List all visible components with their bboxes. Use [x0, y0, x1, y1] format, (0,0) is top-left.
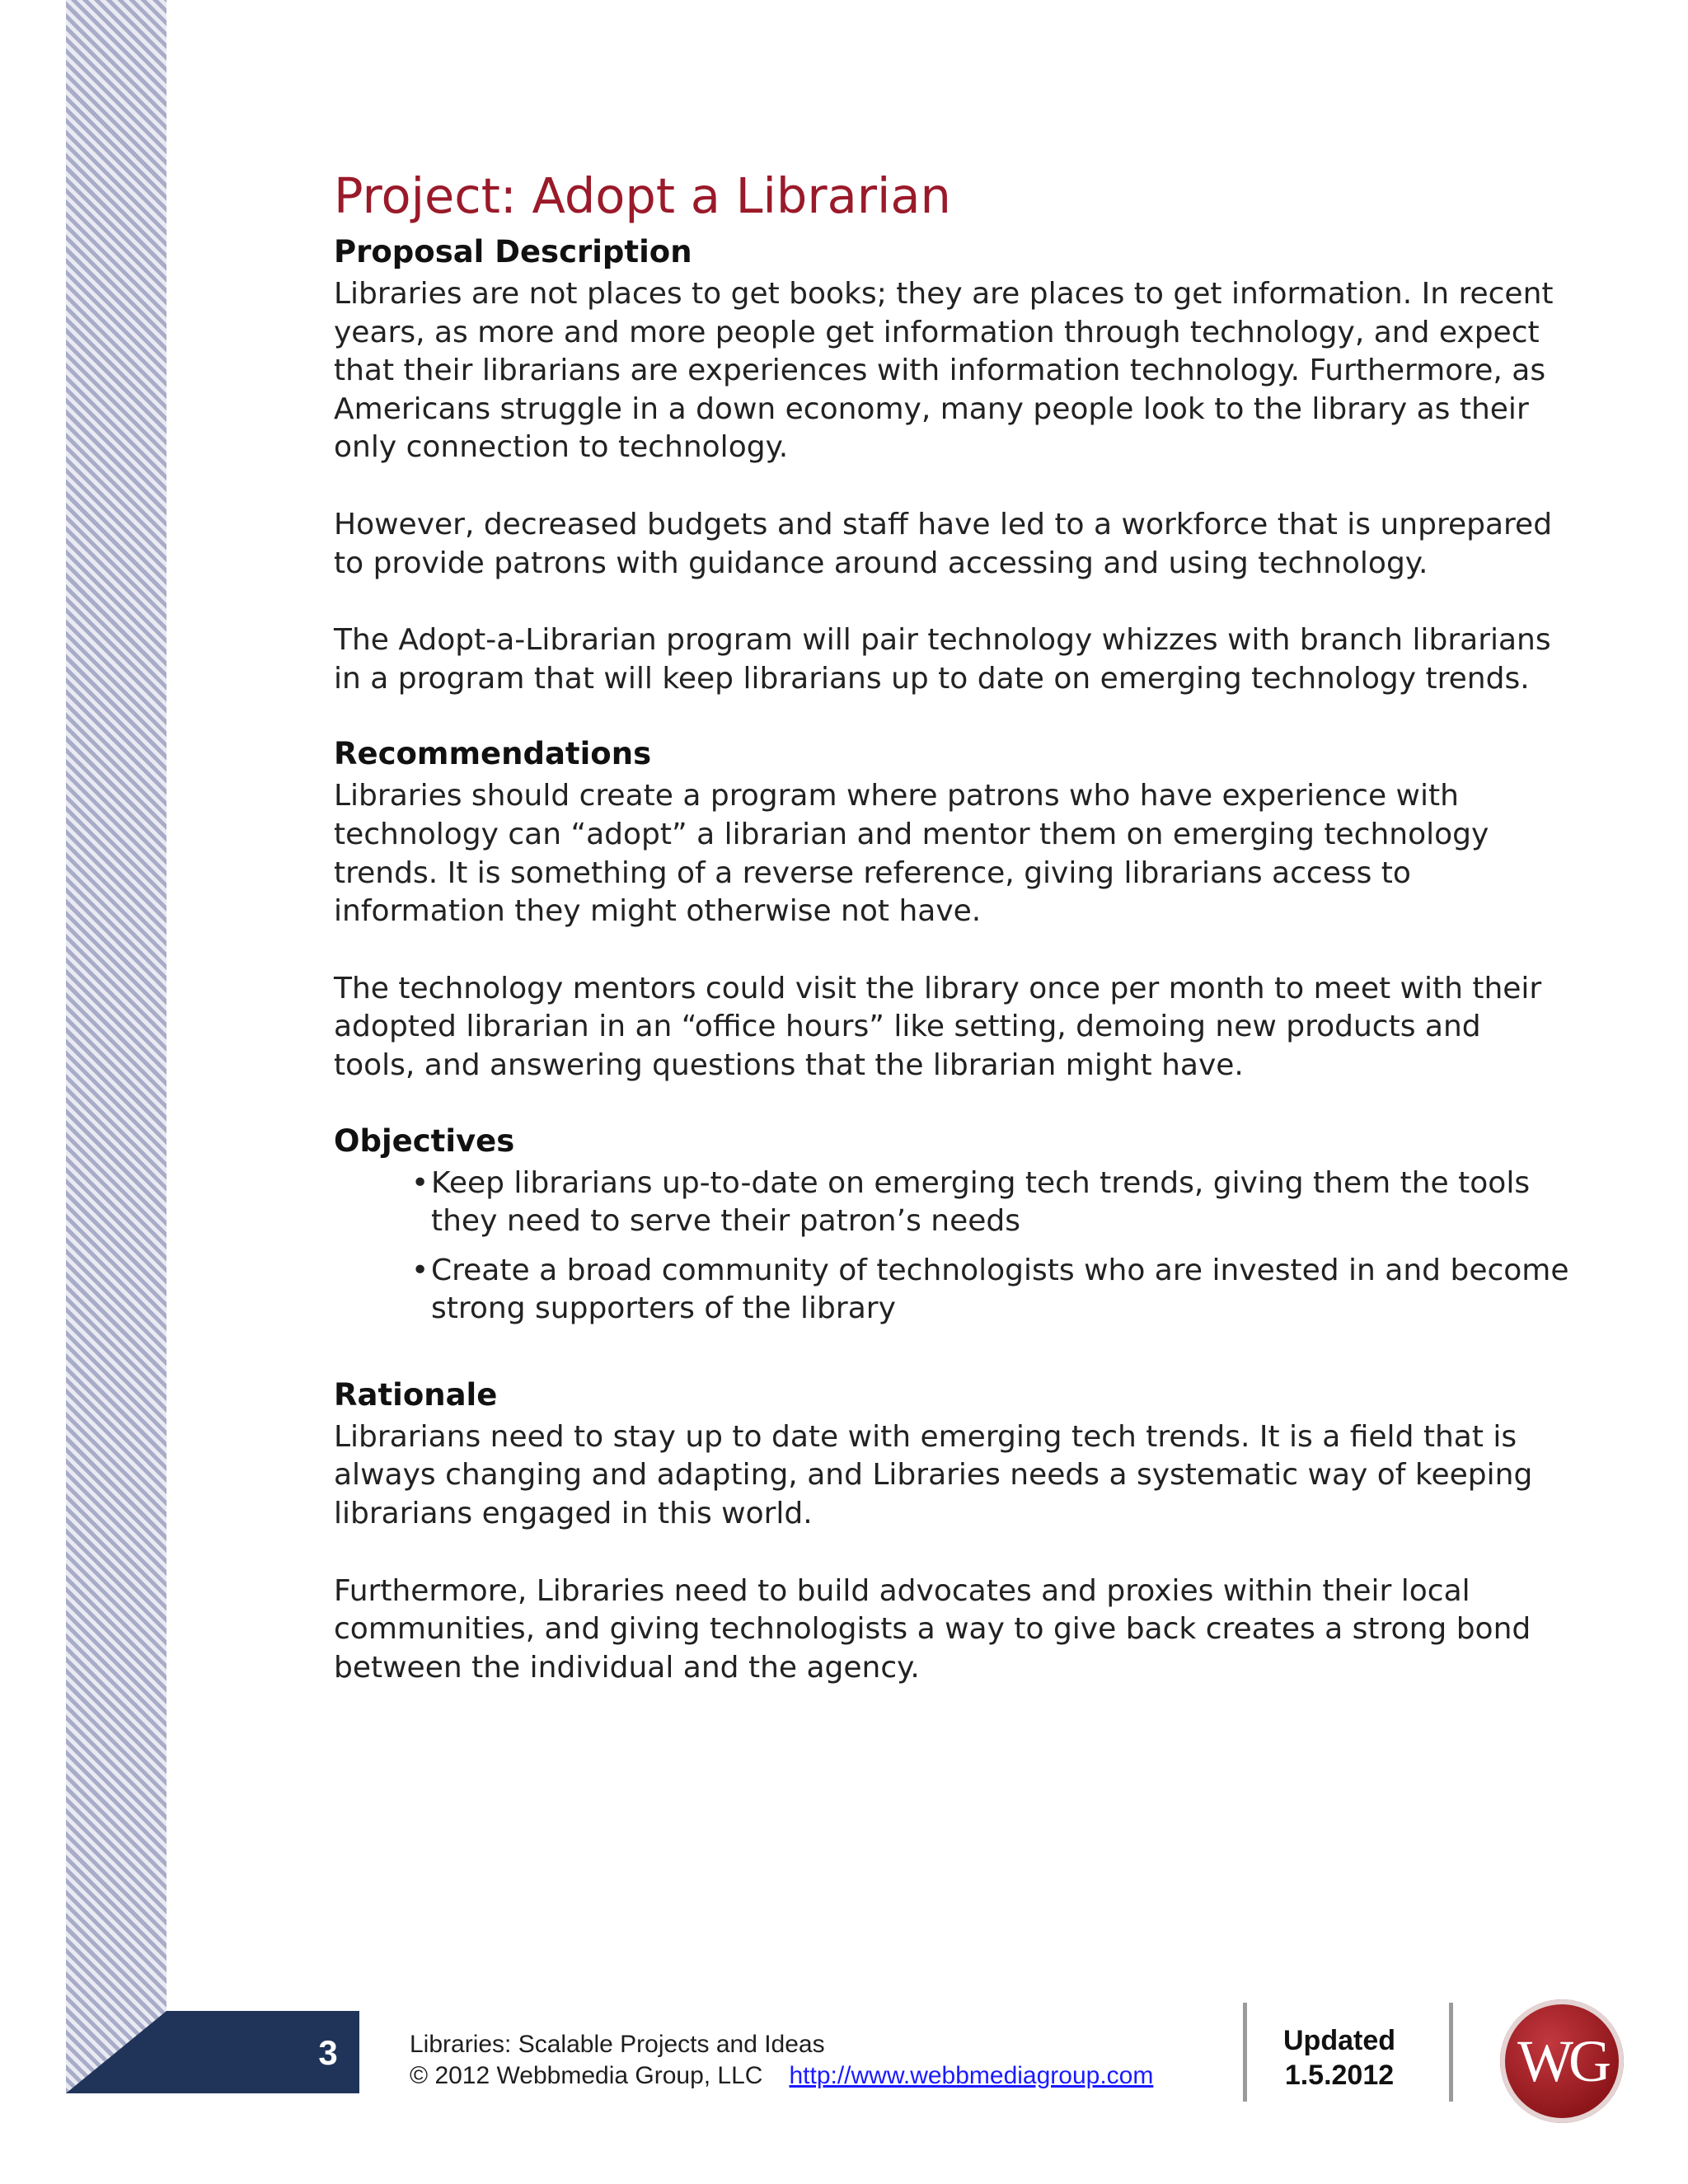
footer-divider-right [1449, 2003, 1453, 2102]
list-item [411, 1252, 1570, 1329]
page-number: 3 [318, 2033, 338, 2072]
stripe-fold-corner [66, 2011, 166, 2093]
footer-text [410, 2029, 1153, 2092]
objective-text-1: Keep librarians up-to-date on emerging tech trends, giving them the tools they need to serve their patron’s needs [431, 1165, 1531, 1239]
proposal-paragraph-3: The Adopt-a-Librarian program will pair technology whizzes with branch librarians in a program that will keep librarians up to date on emerging technology trends. [334, 623, 1551, 696]
bullet-icon: • [411, 1165, 429, 1200]
footer-copyright-line [410, 2060, 1153, 2092]
page-title: Project: Adopt a Librarian [334, 167, 951, 224]
footer-divider-left [1243, 2003, 1247, 2102]
list-item [411, 1165, 1570, 1241]
updated-label: Updated [1283, 2025, 1395, 2056]
footer-copyright: © 2012 Webbmedia Group, LLC [410, 2062, 763, 2089]
footer-url-link[interactable]: http://www.webbmediagroup.com [789, 2062, 1154, 2089]
recommendations-paragraph-1: Libraries should create a program where patrons who have experience with technology can “adopt” a librarian and mentor them on emerging technology trends. It is something of a reverse reference, giving librarians access to information they might otherwise not have. [334, 779, 1489, 929]
heading-recommendations: Recommendations [334, 736, 652, 772]
proposal-paragraph-1: Libraries are not places to get books; they are places to get information. In recent years, as more and more people get information through technology, and expect that their librarians are experiences with information technology. Furthermore, as Americans struggle in a down economy, many people look to the library as their only connection to technology. [334, 277, 1554, 465]
bullet-icon: • [411, 1253, 429, 1287]
rationale-paragraph-1: Librarians need to stay up to date with emerging tech trends. It is a field that is always changing and adapting, and Libraries needs a systematic way of keeping librarians engaged in this world. [334, 1419, 1533, 1531]
heading-rationale: Rationale [334, 1376, 498, 1413]
logo-text: WG [1517, 2028, 1606, 2094]
updated-block [1269, 2023, 1409, 2093]
recommendations-paragraph-2: The technology mentors could visit the library once per month to meet with their adopted librarian in an “office hours” like setting, demoing new products and tools, and answering questions that the librarian might have. [334, 971, 1542, 1082]
webbmedia-logo [1500, 1999, 1624, 2123]
objectives-list [334, 1165, 1570, 1329]
updated-date: 1.5.2012 [1284, 2060, 1395, 2091]
decorative-side-stripe [66, 0, 166, 2093]
document-body [334, 163, 1570, 1687]
heading-proposal-description: Proposal Description [334, 234, 692, 269]
proposal-paragraph-2: However, decreased budgets and staff have led to a workforce that is unprepared to provide patrons with guidance around accessing and using technology. [334, 507, 1553, 580]
footer-doc-title: Libraries: Scalable Projects and Ideas [410, 2031, 825, 2058]
heading-objectives: Objectives [334, 1122, 515, 1159]
objective-text-2: Create a broad community of technologists who are invested in and become strong supporters of the library [431, 1253, 1569, 1326]
rationale-paragraph-2: Furthermore, Libraries need to build advocates and proxies within their local communities, and giving technologists a way to give back creates a strong bond between the individual and the agency. [334, 1573, 1531, 1685]
